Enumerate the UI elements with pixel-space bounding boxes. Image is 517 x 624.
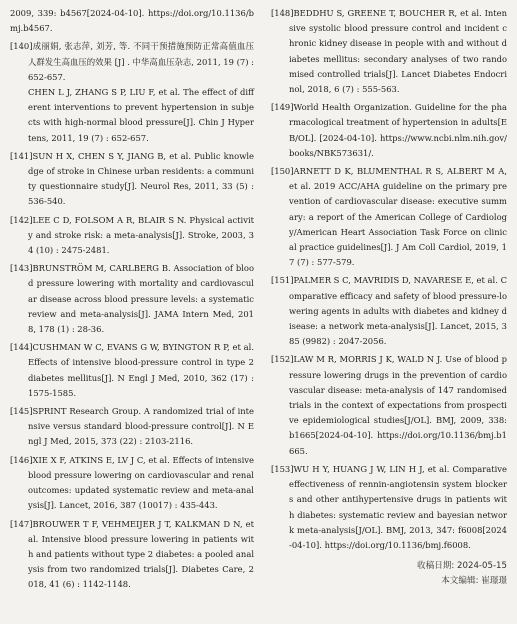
reference-item: [271, 100, 507, 161]
reference-text: CUSHMAN W C, EVANS G W, BYINGTON R P, et al. Effects of intensive blood-pressure control in type 2 diabetes mellitus[J]. N Engl J Med, 2010, 362 (17) : 1575-1585.: [28, 342, 254, 398]
reference-number: [147]: [10, 518, 33, 529]
reference-text: 成丽娟, 张志萍, 刘芳, 等. 不同干预措施预防正常高值血压人群发生高血压的效果 [J] . 中华高血压杂志, 2011, 19 (7) : 652-657.: [28, 41, 254, 82]
reference-number: [142]: [10, 214, 33, 225]
reference-item: [10, 404, 254, 450]
reference-text: BEDDHU S, GREENE T, BOUCHER R, et al. Intensive systolic blood pressure control and incident chronic kidney disease in people with and without diabetes mellitus: secondary analyses of two randomised controlled trials[J]. Lancet Diabetes Endocrinol, 2018, 6 (7) : 555-563.: [289, 8, 507, 95]
reference-text: 2009, 339: b4567[2024-04-10]. https://doi.org/10.1136/bmj.b4567.: [10, 8, 254, 34]
reference-text: XIE X F, ATKINS E, LV J C, et al. Effects of intensive blood pressure lowering on cardiovascular and renal outcomes: updated systematic review and meta-analysis[J]. Lancet, 2016, 387 (10017) : 435-443.: [28, 454, 254, 511]
reference-number: [149]: [271, 102, 294, 113]
left-column: [10, 6, 254, 624]
reference-text: SPRINT Research Group. A randomized trial of intensive versus standard blood-pressure control[J]. N Engl J Med, 2015, 373 (22) : 2103-2116.: [28, 406, 254, 447]
reference-item: [271, 352, 507, 458]
reference-text: BRUNSTRÖM M, CARLBERG B. Association of blood pressure lowering with mortality and cardiovascular disease across blood pressure levels: a systematic review and meta-analysis[J]. JAMA Intern Med, 2018, 178 (1) : 28-36.: [28, 263, 254, 335]
reference-number: [151]: [271, 275, 294, 286]
reference-item: [10, 149, 254, 210]
reference-item: [271, 164, 507, 270]
reference-number: [143]: [10, 263, 33, 274]
reference-item: [10, 39, 254, 145]
reference-number: [153]: [271, 463, 294, 474]
reference-item: [271, 273, 507, 349]
reference-item: [10, 213, 254, 259]
reference-translation: CHEN L J, ZHANG S P, LIU F, et al. The effect of different interventions to prevent hypertension in subjects with high-normal blood pressure[J]. Chin J Hypertens, 2011, 19 (7) : 652-657.: [28, 87, 254, 143]
reference-number: [140]: [10, 41, 33, 52]
reference-number: [144]: [10, 342, 33, 353]
reference-item: [10, 261, 254, 337]
reference-number: [148]: [271, 8, 294, 18]
editor-credit: 本文编辑: 崔璟璟: [441, 576, 507, 587]
reference-item: [10, 340, 254, 401]
article-footer: [271, 559, 507, 589]
reference-item: [10, 453, 254, 514]
received-date: 收稿日期: 2024-05-15: [417, 561, 507, 572]
reference-text: SUN H X, CHEN S Y, JIANG B, et al. Public knowledge of stroke in Chinese urban residents: a community questionnaire study[J]. Neurol Res, 2011, 33 (5) : 536-540.: [28, 150, 254, 207]
right-column: [271, 6, 507, 624]
reference-number: [145]: [10, 406, 33, 417]
reference-item: [271, 462, 507, 553]
reference-text: LAW M R, MORRIS J K, WALD N J. Use of blood pressure lowering drugs in the prevention of cardiovascular disease: meta-analysis of 147 randomised trials in the context of expectations from prospective epidemiological studies[J/OL]. BMJ, 2009, 338: b1665[2024-04-10]. https://doi.org/10.1136/bmj.b1665.: [289, 354, 507, 456]
reference-text: WU H Y, HUANG J W, LIN H J, et al. Comparative effectiveness of rennin-angiotensin system blockers and other antihypertensive drugs in patients with diabetes: systematic review and bayesian network meta-analysis[J/OL]. BMJ, 2013, 347: f6008[2024-04-10]. https://doi.org/10.1136/bmj.f6008.: [289, 463, 507, 550]
reference-text: World Health Organization. Guideline for the pharmacological treatment of hypertension in adults[EB/OL]. [2024-04-10]. https://www.ncbi.nlm.nih.gov/books/NBK573631/.: [289, 102, 507, 158]
reference-number: [146]: [10, 454, 33, 465]
reference-text: BROUWER T F, VEHMEIJER J T, KALKMAN D N, et al. Intensive blood pressure lowering in patients with and patients without type 2 diabetes: a pooled analysis from two randomized trials[J]. Diabetes Care, 2018, 41 (6) : 1142-1148.: [28, 518, 254, 590]
reference-text: LEE C D, FOLSOM A R, BLAIR S N. Physical activity and stroke risk: a meta-analysis[J]. Stroke, 2003, 34 (10) : 2475-2481.: [28, 214, 254, 256]
reference-text: ARNETT D K, BLUMENTHAL R S, ALBERT M A, et al. 2019 ACC/AHA guideline on the primary prevention of cardiovascular disease: executive summary: a report of the American College of Cardiology/American Heart Association Task Force on clinical practice guidelines[J]. J Am Coll Cardiol, 2019, 17 (7) : 577-579.: [289, 166, 507, 268]
reference-number: [152]: [271, 354, 294, 365]
reference-item: [10, 6, 254, 36]
reference-item: [10, 517, 254, 593]
reference-item: [271, 6, 507, 97]
reference-number: [150]: [271, 166, 294, 177]
reference-text: PALMER S C, MAVRIDIS D, NAVARESE E, et al. Comparative efficacy and safety of blood pressure-lowering agents in adults with diabetes and kidney disease: a network meta-analysis[J]. Lancet, 2015, 385 (9982) : 2047-2056.: [289, 275, 507, 347]
reference-number: [141]: [10, 150, 33, 161]
